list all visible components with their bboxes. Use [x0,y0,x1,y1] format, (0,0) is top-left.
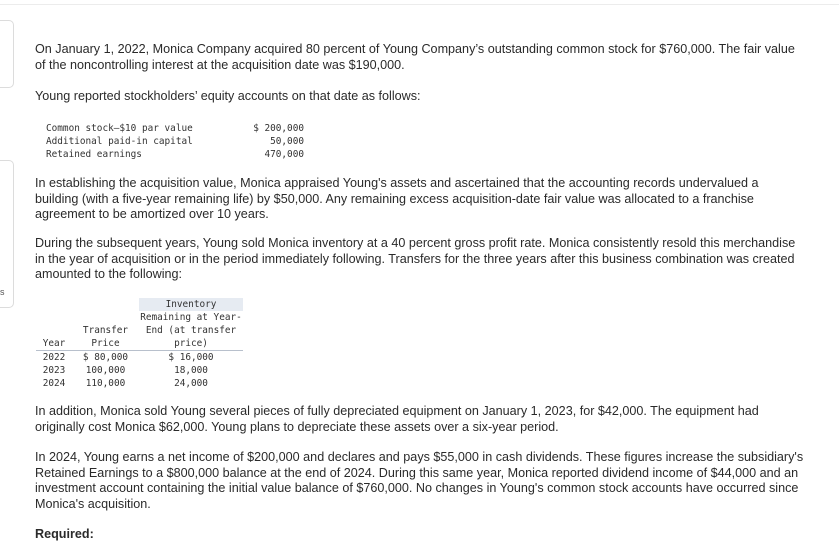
equity-table [46,122,304,161]
left-panel-edge[interactable] [0,20,14,88]
year-cell: 2024 [42,378,66,389]
table-row [46,135,304,148]
table-row [46,148,304,161]
inventory-paragraph: During the subsequent years, Young sold Monica inventory at a 40 percent gross profit rate. Monica consistently resold this merchandise in the year of acquisition or in the period immediately following. Transfers for the three years after this business combination was created amounted to the following: [35,236,796,281]
inventory-header-line: Remaining at Year- [140,312,242,323]
equity-value: $ 200,000 [253,123,304,134]
equity-label: Common stock—$10 par value [46,123,193,134]
edge-mark: s [0,287,5,297]
table-row [36,351,243,365]
year-cell: 2023 [42,365,66,376]
inventory-cell: $ 16,000 [168,352,214,363]
year-cell: 2022 [42,352,66,363]
table-row [46,122,304,135]
price-header-line: Transfer [82,325,129,336]
inventory-header-line: End (at transfer [145,325,237,336]
equity-intro: Young reported stockholders’ equity accounts on that date as follows: [35,89,421,103]
equity-value: 470,000 [264,149,304,160]
equity-label: Additional paid-in capital [46,136,193,147]
price-cell: 100,000 [85,365,126,376]
top-divider [0,4,839,5]
year-header: Year [36,337,72,351]
intro-paragraph: On January 1, 2022, Monica Company acquired 80 percent of Young Company’s outstanding common stock for $760,000. The fair value of the noncontrolling interest at the acquisition date was $190,000. [35,42,795,72]
table-row [36,364,243,377]
price-cell: 110,000 [85,378,126,389]
equipment-paragraph: In addition, Monica sold Young several pieces of fully depreciated equipment on January 1, 2023, for $42,000. The equipment had originally cost Monica $62,000. Young plans to depreciate these assets over a six-year period. [35,404,759,434]
equity-label: Retained earnings [46,149,142,160]
inventory-header-line: Inventory [139,298,243,311]
table-row [36,377,243,390]
price-cell: $ 80,000 [82,352,129,363]
table-header-row [36,298,243,311]
inventory-header-line: price) [139,337,243,351]
valuation-paragraph: In establishing the acquisition value, Monica appraised Young's assets and ascertained that the accounting records undervalued a building (with a five-year remaining life) by $50,000. Any remaining excess acquisition-date fair value was allocated to a franchise agreement to be amortized over 10 years. [35,176,759,221]
income-paragraph: In 2024, Young earns a net income of $200,000 and declares and pays $55,000 in cash dividends. These figures increase the subsidiary's Retained Earnings to a $800,000 balance at the end of 2024. During this same year, Monica reported dividend income of $44,000 and an investment account containing the initial value balance of $760,000. No changes in Young's common stock accounts have occurred since Monica's acquisition. [35,450,804,511]
left-panel-edge[interactable] [0,160,14,308]
transfer-table [36,298,243,390]
required-heading: Required: [35,527,94,541]
inventory-cell: 18,000 [174,365,208,376]
price-header-line: Price [72,337,139,351]
inventory-cell: 24,000 [174,378,208,389]
equity-value: 50,000 [270,136,304,147]
